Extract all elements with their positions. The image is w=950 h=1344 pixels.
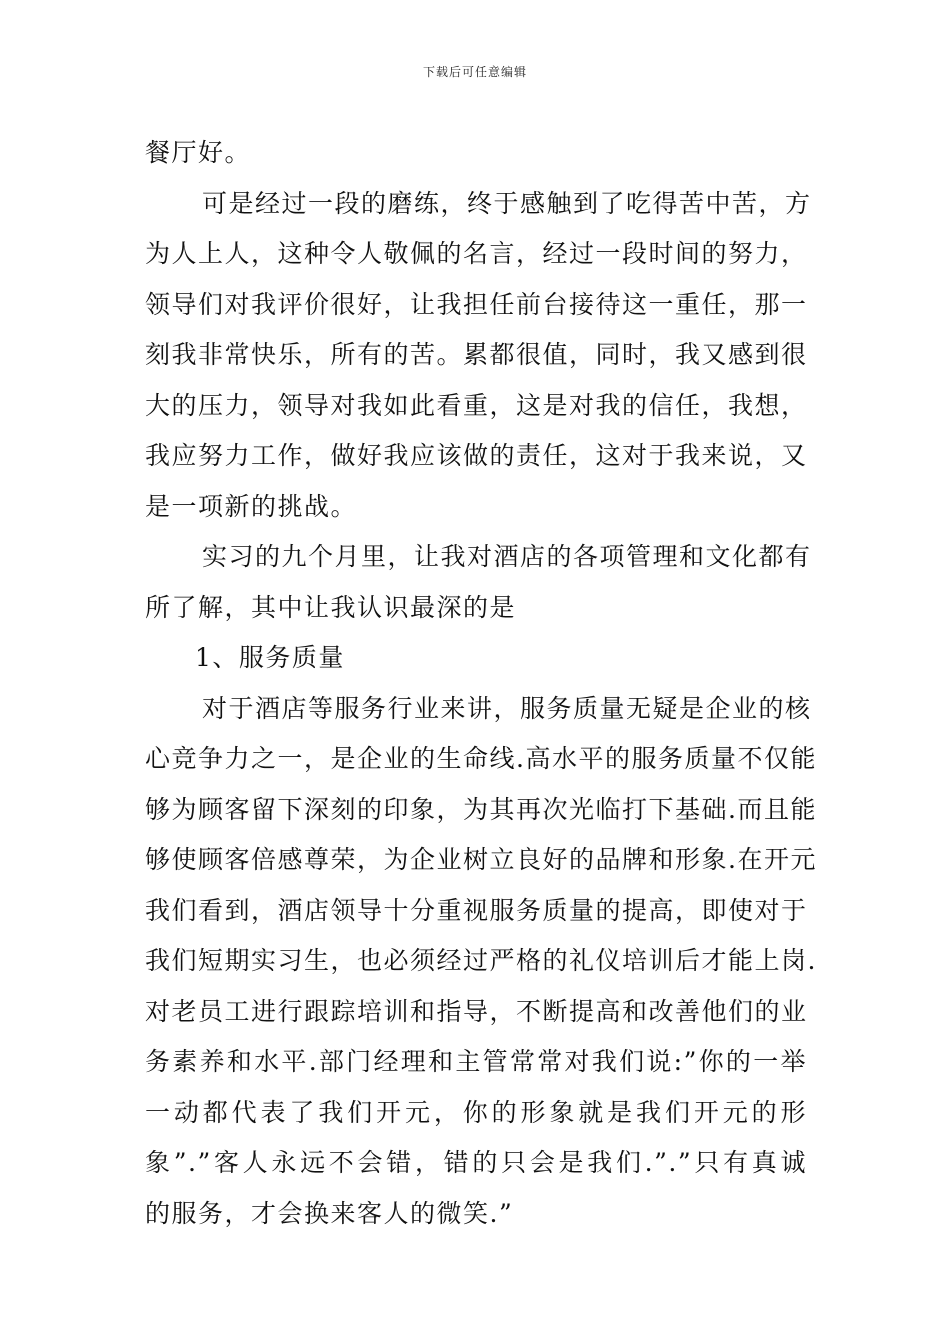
text-line: 够使顾客倍感尊荣，为企业树立良好的品牌和形象.在开元 [145, 845, 817, 874]
body-text [145, 128, 817, 1239]
text-line: 是一项新的挑战。 [145, 491, 358, 521]
text-line: 刻我非常快乐，所有的苦。累都很值，同时，我又感到很 [145, 340, 808, 369]
text-line: 领导们对我评价很好，让我担任前台接待这一重任，那一 [145, 289, 808, 319]
paragraph-first-line: 实习的九个月里，让我对酒店的各项管理和文化都有 [202, 542, 812, 571]
text-line: 象”.”客人永远不会错，错的只会是我们.”.”只有真诚 [145, 1148, 807, 1177]
section-heading: 1、服务质量 [195, 643, 345, 672]
paragraph-first-line: 可是经过一段的磨练，终于感触到了吃得苦中苦，方 [202, 188, 812, 218]
text-line: 所了解，其中让我认识最深的是 [145, 592, 517, 622]
text-line: 我应努力工作，做好我应该做的责任，这对于我来说，又 [145, 441, 808, 470]
page-header: 下载后可任意编辑 [422, 65, 527, 79]
text-line: 大的压力，领导对我如此看重，这是对我的信任，我想， [145, 390, 808, 420]
text-line: 对老员工进行跟踪培训和指导，不断提高和改善他们的业 [145, 996, 808, 1026]
text-line: 的服务，才会换来客人的微笑.” [145, 1198, 514, 1228]
text-line: 餐厅好。 [145, 138, 252, 167]
text-line: 够为顾客留下深刻的印象，为其再次光临打下基础.而且能 [145, 794, 817, 824]
text-line: 为人上人，这种令人敬佩的名言，经过一段时间的努力， [145, 239, 808, 268]
text-line: 务素养和水平.部门经理和主管常常对我们说:”你的一举 [145, 1047, 807, 1076]
text-line: 心竞争力之一，是企业的生命线.高水平的服务质量不仅能 [145, 744, 817, 773]
text-line: 一动都代表了我们开元，你的形象就是我们开元的形 [145, 1097, 807, 1127]
text-line: 我们看到，酒店领导十分重视服务质量的提高，即使对于 [145, 895, 808, 925]
text-line: 我们短期实习生，也必须经过严格的礼仪培训后才能上岗. [145, 946, 817, 975]
paragraph-first-line: 对于酒店等服务行业来讲，服务质量无疑是企业的核 [202, 693, 812, 723]
